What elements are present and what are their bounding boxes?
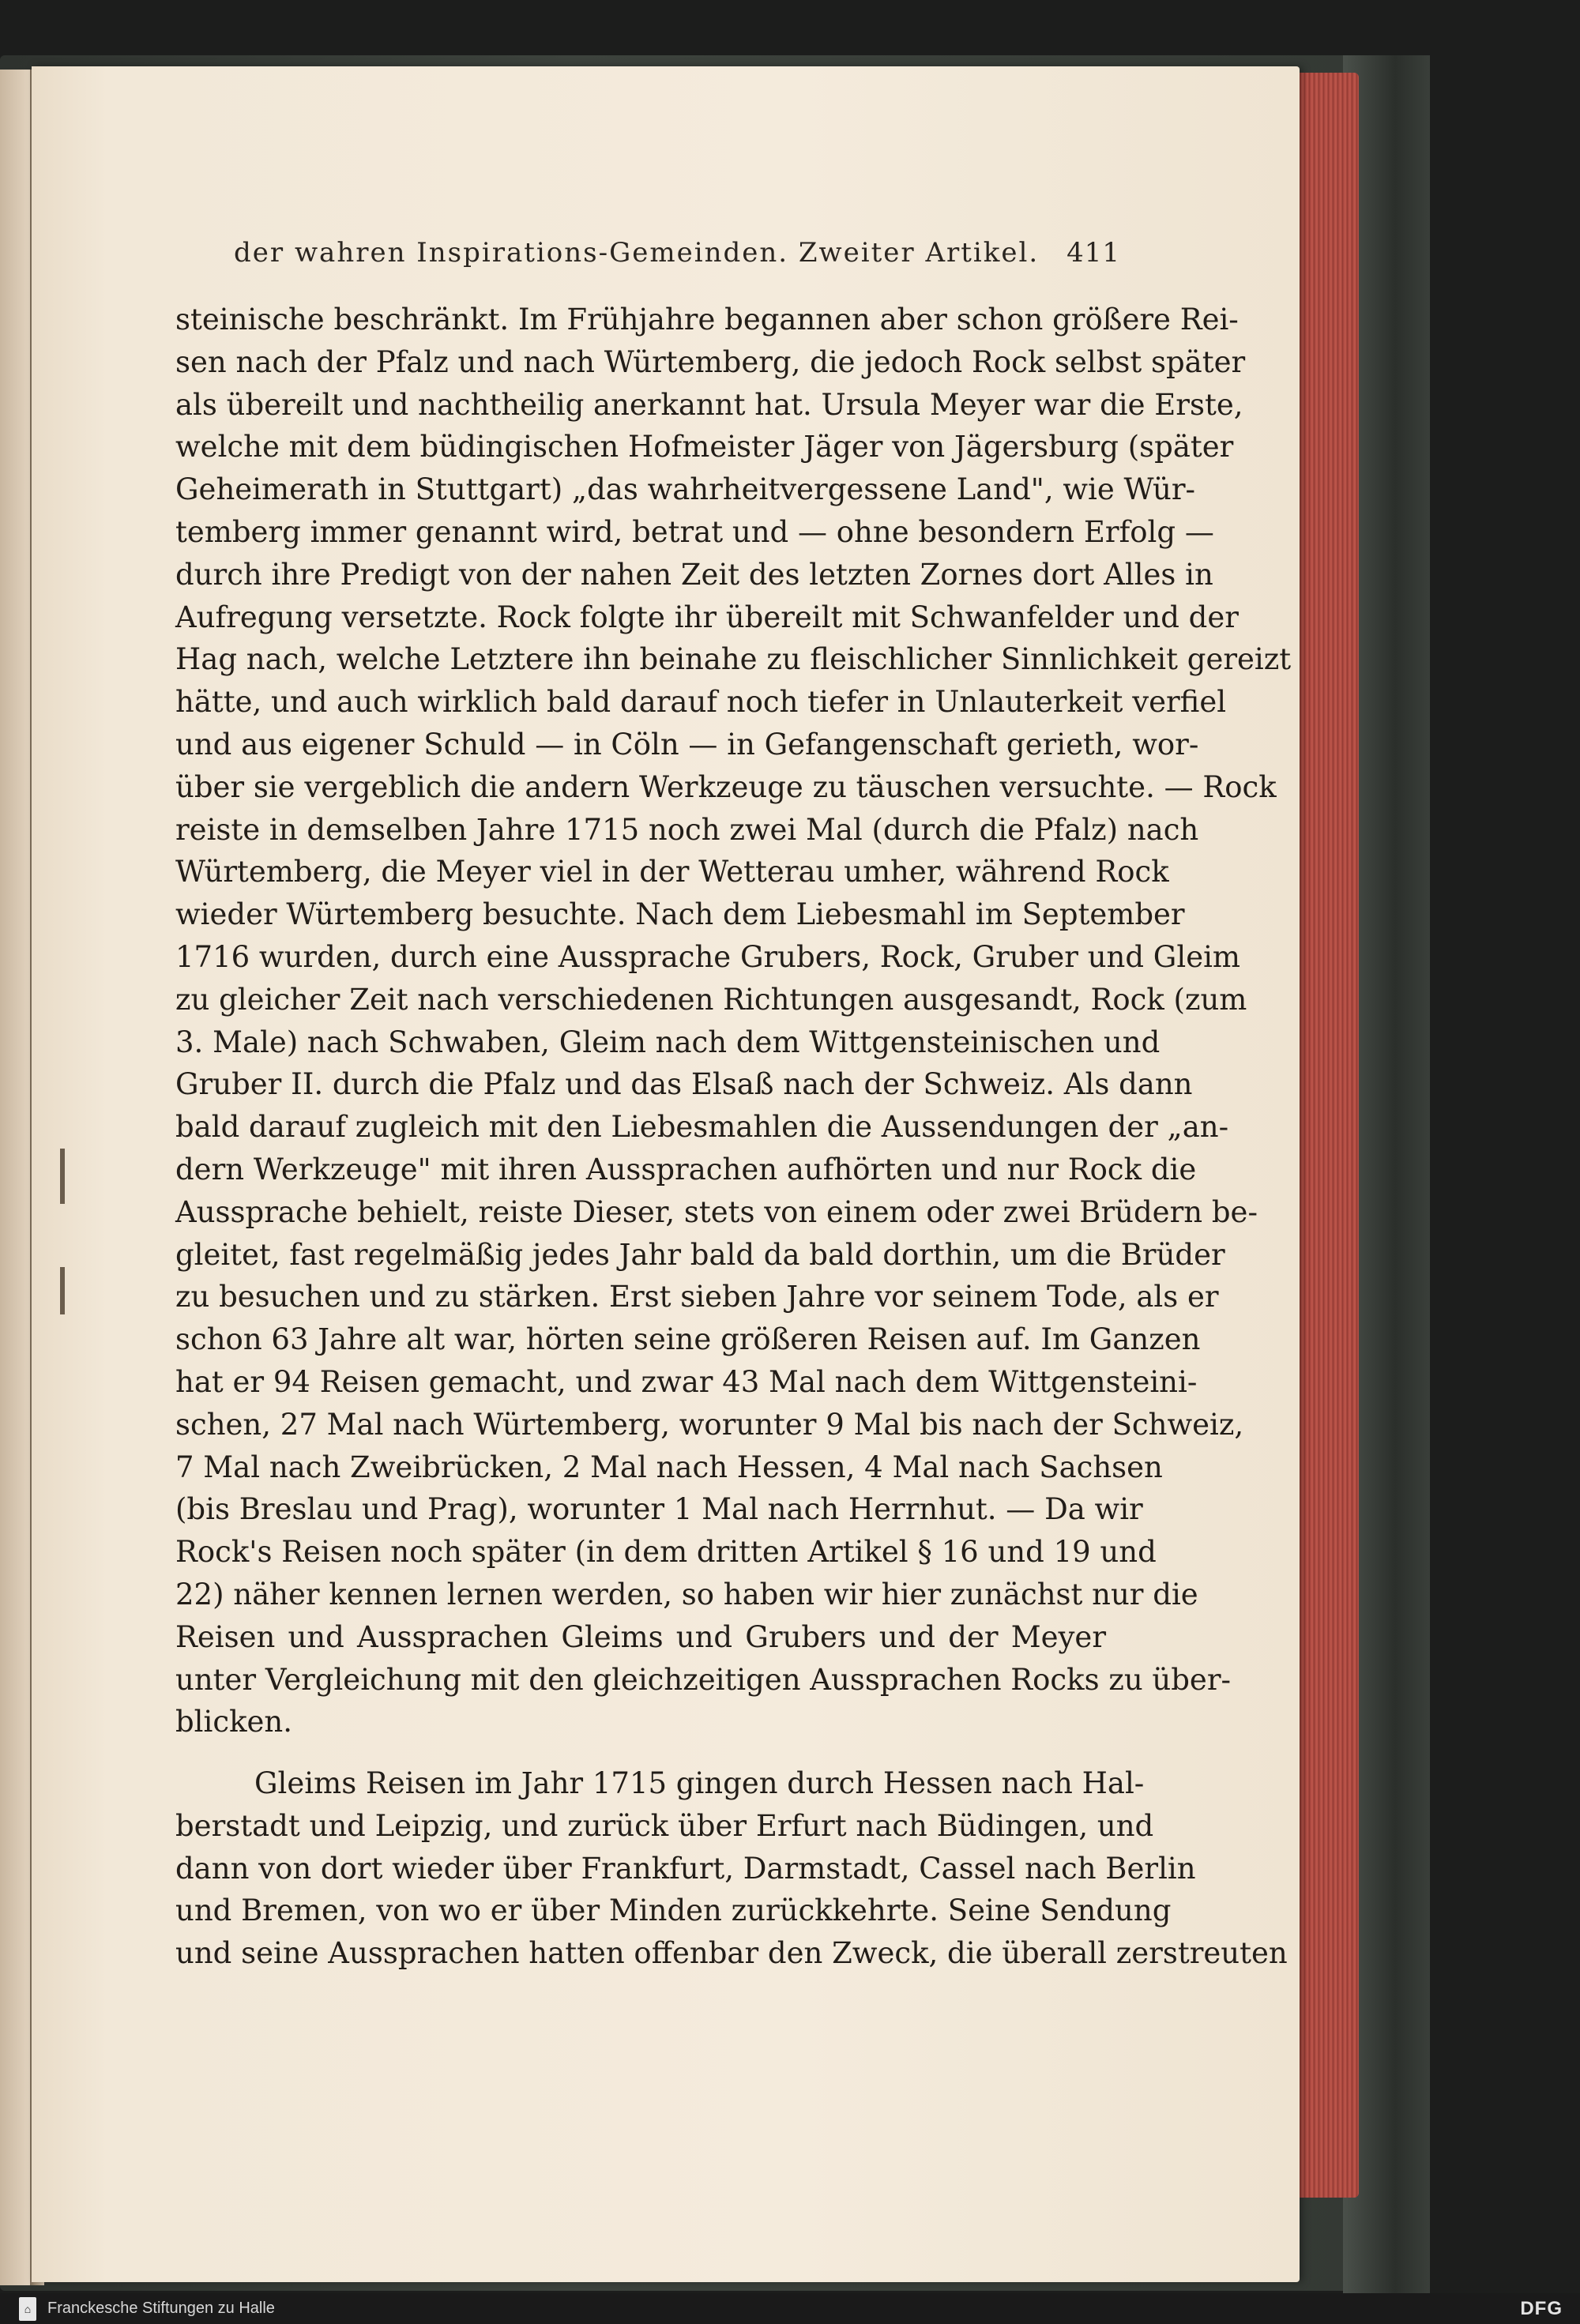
text-line: dern Werkzeuge" mit ihren Aussprachen aufhörten und nur Rock die [175,1152,1197,1186]
text-line: schen, 27 Mal nach Würtemberg, worunter 9 Mal bis nach der Schweiz, [175,1407,1244,1442]
text-line: Gruber II. durch die Pfalz und das Elsaß nach der Schweiz. Als dann [175,1067,1193,1102]
text-line: unter Vergleichung mit den gleichzeitigen Aussprachen Rocks zu über- [175,1662,1232,1697]
text-line: Aussprache behielt, reiste Dieser, stets von einem oder zwei Brüdern be- [175,1194,1258,1229]
body-text [175,299,1292,1975]
running-head-title: der wahren Inspirations-Gemeinden. Zweiter Artikel. [234,237,1040,269]
page-number: 411 [1066,237,1120,269]
text-line: 1716 wurden, durch eine Aussprache Grubers, Rock, Gruber und Gleim [175,939,1241,974]
text-line: Aufregung versetzte. Rock folgte ihr übereilt mit Schwanfelder und der [175,600,1239,634]
dfg-logo: DFG [1520,2297,1563,2319]
red-page-edges [1296,73,1359,2198]
text-line: und seine Aussprachen hatten offenbar den Zweck, die überall zerstreuten [175,1936,1288,1971]
paragraph-1 [175,299,1292,1743]
paragraph-2 [175,1762,1288,1975]
footer-bar [0,2293,1580,2324]
institution-name: Franckesche Stiftungen zu Halle [47,2300,275,2317]
text-line: gleitet, fast regelmäßig jedes Jahr bald da bald dorthin, um die Brüder [175,1237,1225,1272]
text-line: über sie vergeblich die andern Werkzeuge zu täuschen versuchte. — Rock [175,769,1277,804]
text-line: hätte, und auch wirklich bald darauf noch tiefer in Unlauterkeit verfiel [175,685,1227,720]
text-line: 7 Mal nach Zweibrücken, 2 Mal nach Hessen, 4 Mal nach Sachsen [175,1450,1163,1484]
text-line: 3. Male) nach Schwaben, Gleim nach dem Wittgensteinischen und [175,1025,1161,1059]
text-line: zu besuchen und zu stärken. Erst sieben Jahre vor seinem Tode, als er [175,1280,1219,1314]
text-line: zu gleicher Zeit nach verschiedenen Richtungen ausgesandt, Rock (zum [175,982,1247,1017]
text-line: bald darauf zugleich mit den Liebesmahlen die Aussendungen der „an- [175,1110,1229,1145]
margin-mark [60,1149,65,1204]
running-head [234,237,1120,269]
text-line: berstadt und Leipzig, und zurück über Erfurt nach Büdingen, und [175,1808,1154,1843]
margin-mark [60,1267,65,1314]
text-line: blicken. [175,1705,292,1739]
text-line: und Bremen, von wo er über Minden zurückkehrte. Seine Sendung [175,1893,1172,1928]
text-line: schon 63 Jahre alt war, hörten seine größeren Reisen auf. Im Ganzen [175,1322,1201,1357]
text-line: Gleims Reisen im Jahr 1715 gingen durch Hessen nach Hal- [254,1766,1145,1801]
text-line: Hag nach, welche Letztere ihn beinahe zu fleischlicher Sinnlichkeit gereizt [175,642,1292,677]
text-line: welche mit dem büdingischen Hofmeister Jäger von Jägersburg (später [175,430,1234,464]
text-line: (bis Breslau und Prag), worunter 1 Mal nach Herrnhut. — Da wir [175,1492,1143,1527]
text-line: und aus eigener Schuld — in Cöln — in Gefangenschaft gerieth, wor- [175,727,1199,762]
text-line: Rock's Reisen noch später (in dem dritten Artikel § 16 und 19 und [175,1535,1157,1570]
text-line: hat er 94 Reisen gemacht, und zwar 43 Mal nach dem Wittgensteini- [175,1364,1198,1399]
text-line: als übereilt und nachtheilig anerkannt hat. Ursula Meyer war die Erste, [175,387,1243,422]
text-line: Geheimerath in Stuttgart) „das wahrheitvergessene Land", wie Wür- [175,472,1196,507]
text-line: Würtemberg, die Meyer viel in der Wetterau umher, während Rock [175,855,1169,889]
text-line: temberg immer genannt wird, betrat und — ohne besondern Erfolg — [175,514,1214,549]
text-line: Reisen und Aussprachen Gleims und Grubers und der Meyer [175,1619,1106,1654]
text-line: durch ihre Predigt von der nahen Zeit des letzten Zornes dort Alles in [175,557,1213,592]
text-line: sen nach der Pfalz und nach Würtemberg, die jedoch Rock selbst später [175,344,1246,379]
text-line: reiste in demselben Jahre 1715 noch zwei Mal (durch die Pfalz) nach [175,812,1199,847]
text-line: 22) näher kennen lernen werden, so haben wir hier zunächst nur die [175,1577,1198,1611]
text-line: wieder Würtemberg besuchte. Nach dem Liebesmahl im September [175,897,1185,932]
text-line: dann von dort wieder über Frankfurt, Darmstadt, Cassel nach Berlin [175,1851,1196,1886]
text-line: steinische beschränkt. Im Frühjahre begannen aber schon größere Rei- [175,303,1239,337]
institution-logo-icon: ⌂ [19,2297,36,2321]
facing-page-edge [0,70,30,2285]
